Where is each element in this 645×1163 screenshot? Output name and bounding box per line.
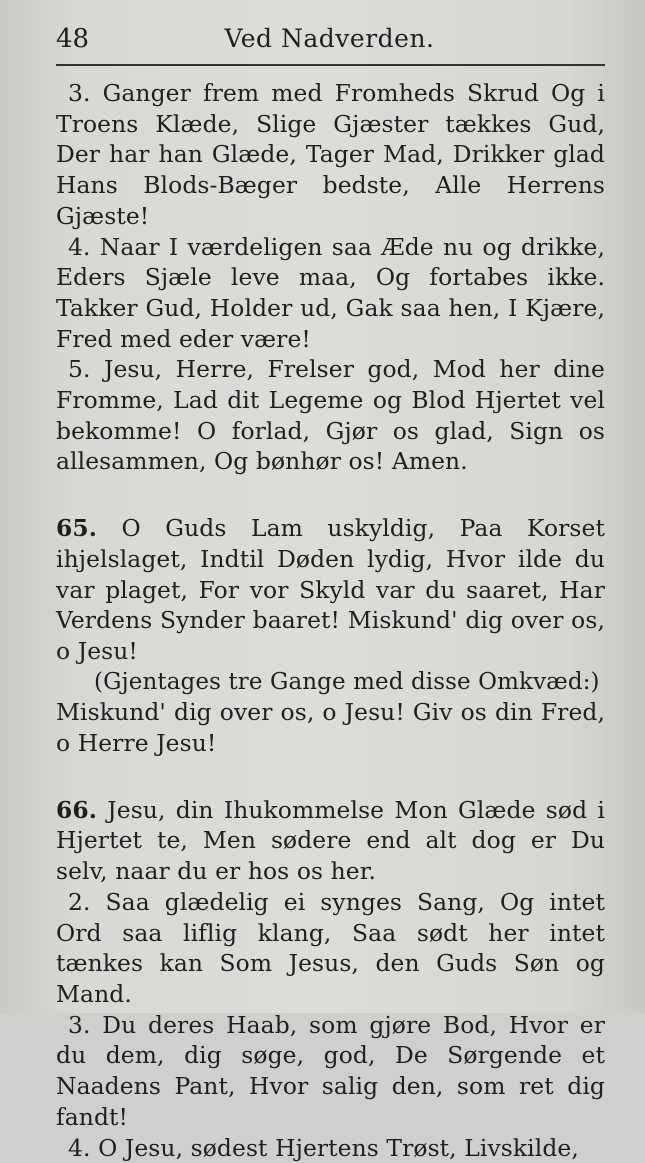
page-number: 48: [56, 24, 126, 54]
stanza-text: Naar I værdeligen saa Æde nu og drikke, Eders Sjæle leve maa, Og fortabes ikke. Takker Gud, Holder ud, Gak saa hen, I Kjære, Fred med eder være!: [56, 233, 605, 353]
repeat-instruction: (Gjentages tre Gange med disse Omkvæd:): [56, 667, 605, 698]
spacer: [56, 759, 605, 795]
page-header: [56, 24, 605, 66]
hymn-number: 65.: [56, 514, 97, 542]
stanza: [56, 78, 605, 232]
stanza-number: 4.: [56, 232, 91, 263]
stanza-number: 3.: [56, 1010, 91, 1041]
hymn-text: O Guds Lam uskyldig, Paa Korset ihjelslaget, Indtil Døden lydig, Hvor ilde du var plaget, For vor Skyld var du saaret, Har Verdens Synder baaret! Miskund' dig over os, o Jesu!: [56, 514, 605, 665]
stanza: [56, 232, 605, 355]
stanza-number: 3.: [56, 78, 91, 109]
stanza-text: Du deres Haab, som gjøre Bod, Hvor er du dem, dig søge, god, De Sørgende et Naadens Pant, Hvor salig den, som ret dig fandt!: [56, 1011, 605, 1131]
stanza-number: 5.: [56, 354, 91, 385]
hymn-text: Jesu, din Ihukommelse Mon Glæde sød i Hjertet te, Men sødere end alt dog er Du selv, naar du er hos os her.: [56, 796, 605, 885]
stanza: [56, 354, 605, 477]
running-head: Ved Nadverden.: [126, 24, 605, 53]
stanza: [56, 1010, 605, 1133]
page-content: [56, 78, 605, 1163]
stanza-text: Saa glædelig ei synges Sang, Og intet Ord saa liflig klang, Saa sødt her intet tænkes kan Som Jesus, den Guds Søn og Mand.: [56, 888, 605, 1008]
hymn-66: [56, 795, 605, 887]
hymn-number: 66.: [56, 796, 97, 824]
stanza-text: O Jesu, sødest Hjertens Trøst, Livskilde,: [98, 1134, 579, 1162]
stanza-text: Jesu, Herre, Frelser god, Mod her dine Fromme, Lad dit Legeme og Blod Hjertet vel bekomme! O forlad, Gjør os glad, Sign os allesammen, Og bønhør os! Amen.: [56, 355, 605, 475]
spacer: [56, 477, 605, 513]
stanza-number: 4.: [56, 1133, 91, 1163]
hymn-refrain: Miskund' dig over os, o Jesu! Giv os din Fred, o Herre Jesu!: [56, 697, 605, 758]
stanza-number: 2.: [56, 887, 91, 918]
hymn-65: [56, 513, 605, 667]
stanza: [56, 887, 605, 1010]
stanza-text: Ganger frem med Fromheds Skrud Og i Troens Klæde, Slige Gjæster tækkes Gud, Der har han Glæde, Tager Mad, Drikker glad Hans Blods-Bæger bedste, Alle Herrens Gjæste!: [56, 79, 605, 230]
stanza: [56, 1133, 605, 1163]
